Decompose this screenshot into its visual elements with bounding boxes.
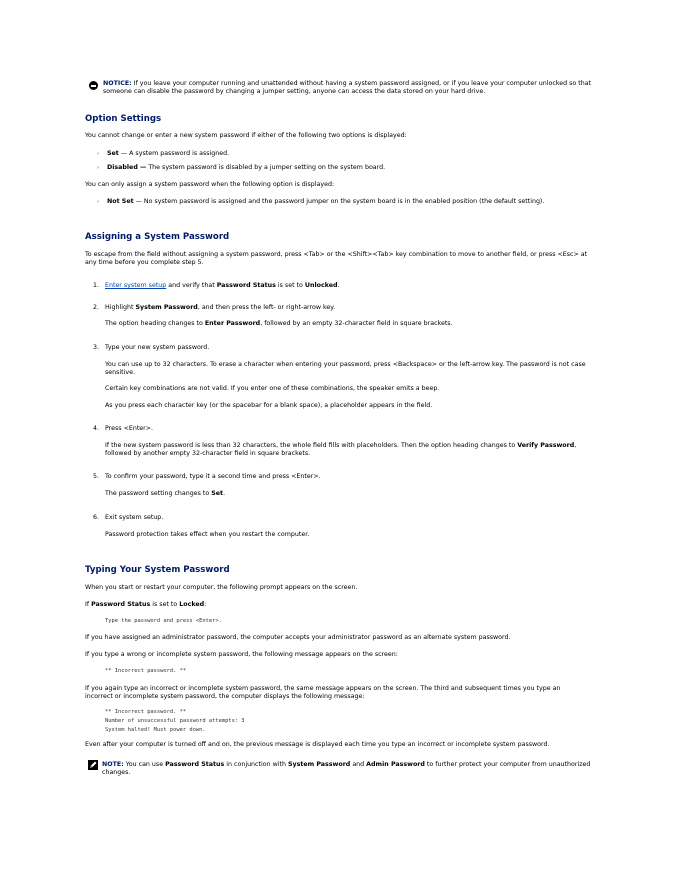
code-prompt: Type the password and press <Enter>. [105, 618, 222, 624]
step-text: . [223, 490, 226, 497]
step-3-detail-3: As you press each character key (or the spacebar for a blank space), a placeholder appears in the field. [105, 402, 433, 409]
code-incorrect: ** Incorrect password. ** [105, 668, 187, 674]
option-desc: — No system password is assigned and the password jumper on the system board is in the enabled position (the default setting). [133, 198, 545, 205]
code-halted [105, 708, 245, 734]
step-bold: Unlocked [304, 282, 338, 289]
step-number: 6. [93, 514, 100, 521]
option-settings-intro: You cannot change or enter a new system password if either of the following two options is displayed: [85, 132, 407, 139]
assigning-intro: To escape from the field without assigning a system password, press <Tab> or the <Shift><Tab> key combination to move to another field, or press <Esc> at any time before you complete step 5. [85, 251, 588, 267]
step-3: Type your new system password. [105, 344, 210, 351]
step-bold: Enter Password [204, 320, 261, 327]
note-body: and [350, 761, 367, 768]
step-5: To confirm your password, type it a second time and press <Enter>. [105, 473, 321, 480]
typing-p4: If you type a wrong or incomplete system password, the following message appears on the screen: [85, 651, 398, 658]
typing-bold: Password Status [91, 601, 151, 608]
note-pencil-icon [88, 760, 98, 770]
step-text: is set to [275, 282, 305, 289]
step-text: The password setting changes to [105, 490, 212, 497]
typing-p6: Even after your computer is turned off and on, the previous message is displayed each time you type an incorrect or incomplete system password. [85, 741, 550, 748]
typing-text: is set to [150, 601, 180, 608]
option-desc: — A system password is assigned. [118, 150, 230, 157]
enter-system-setup-link[interactable]: Enter system setup [105, 282, 167, 289]
notice-icon [89, 81, 98, 90]
step-4-detail [105, 442, 597, 458]
step-bold: System Password [135, 304, 198, 311]
step-6: Exit system setup. [105, 514, 164, 521]
bullet-icon: › [97, 199, 99, 205]
step-text: and verify that [166, 282, 217, 289]
step-number: 4. [93, 425, 100, 432]
option-item-not-set [107, 198, 544, 206]
option-desc: The system password is disabled by a jumper setting on the system board. [146, 164, 386, 171]
bullet-icon: › [97, 151, 99, 157]
step-text: The option heading changes to [105, 320, 205, 327]
note-label: NOTE: [102, 761, 124, 768]
bullet-icon: › [97, 165, 99, 171]
step-number: 1. [93, 282, 100, 289]
typing-bold: Locked [179, 601, 205, 608]
step-number: 3. [93, 344, 100, 351]
note-text [102, 761, 597, 777]
step-2 [105, 304, 335, 312]
typing-p1: When you start or restart your computer, the following prompt appears on the screen. [85, 584, 358, 591]
typing-text: : [204, 601, 207, 608]
code-line: ** Incorrect password. ** [105, 709, 187, 715]
option-term: Set [107, 150, 119, 157]
option-settings-intro2: You can only assign a system password when the following option is displayed: [85, 181, 335, 188]
note-bold: System Password [287, 761, 351, 768]
option-settings-heading: Option Settings [85, 114, 162, 124]
code-line: Number of unsuccessful password attempts: 3 [105, 717, 245, 724]
note-body: You can use [123, 761, 166, 768]
step-number: 2. [93, 304, 100, 311]
code-line: System halted! Must power down. [105, 726, 206, 733]
step-3-detail-1: You can use up to 32 characters. To erase a character when entering your password, press <Backspace> or the left-arrow key. The password is not case sensitive. [105, 361, 586, 377]
option-item-disabled [107, 164, 385, 172]
typing-p3: If you have assigned an administrator password, the computer accepts your administrator password as an alternate system password. [85, 634, 511, 641]
note-body: to further protect your computer from unauthorized changes. [102, 761, 591, 777]
notice-text [103, 80, 598, 96]
typing-p2 [85, 601, 206, 609]
notice-label: NOTICE: [103, 80, 132, 87]
option-term: Disabled — [107, 164, 147, 171]
step-text: . [337, 282, 340, 289]
typing-heading: Typing Your System Password [85, 565, 230, 575]
step-5-detail [105, 490, 225, 498]
step-text: , and then press the left- or right-arrow key. [197, 304, 336, 311]
step-1 [105, 282, 340, 290]
step-bold: Verify Password [517, 442, 575, 449]
step-text: Highlight [105, 304, 136, 311]
note-bold: Password Status [165, 761, 225, 768]
step-text: , followed by an empty 32-character field in square brackets. [260, 320, 453, 327]
notice-body: If you leave your computer running and unattended without having a system password assigned, or if you leave your computer unlocked so that someone can disable the password by changing a jumper setting, anyone can access the data stored on your hard drive. [103, 80, 592, 96]
assigning-heading: Assigning a System Password [85, 232, 230, 242]
step-text: If the new system password is less than 32 characters, the whole field fills with placeholders. Then the option heading changes to [105, 442, 518, 449]
step-3-detail-2: Certain key combinations are not valid. If you enter one of these combinations, the speaker emits a beep. [105, 385, 440, 392]
note-bold: Admin Password [366, 761, 425, 768]
note-body: in conjunction with [224, 761, 288, 768]
option-item-set [107, 150, 229, 158]
typing-text: If [85, 601, 92, 608]
typing-p5: If you again type an incorrect or incomplete system password, the same message appears on the screen. The third and subsequent times you type an incorrect or incomplete system password, the computer displays the following message: [85, 685, 561, 701]
step-bold: Password Status [216, 282, 276, 289]
step-2-detail [105, 320, 453, 328]
step-4: Press <Enter>. [105, 425, 154, 432]
step-6-detail: Password protection takes effect when you restart the computer. [105, 531, 310, 538]
option-term: Not Set [107, 198, 134, 205]
step-text: , followed by another empty 32-character field in square brackets. [105, 442, 577, 458]
step-number: 5. [93, 473, 100, 480]
step-bold: Set [211, 490, 224, 497]
